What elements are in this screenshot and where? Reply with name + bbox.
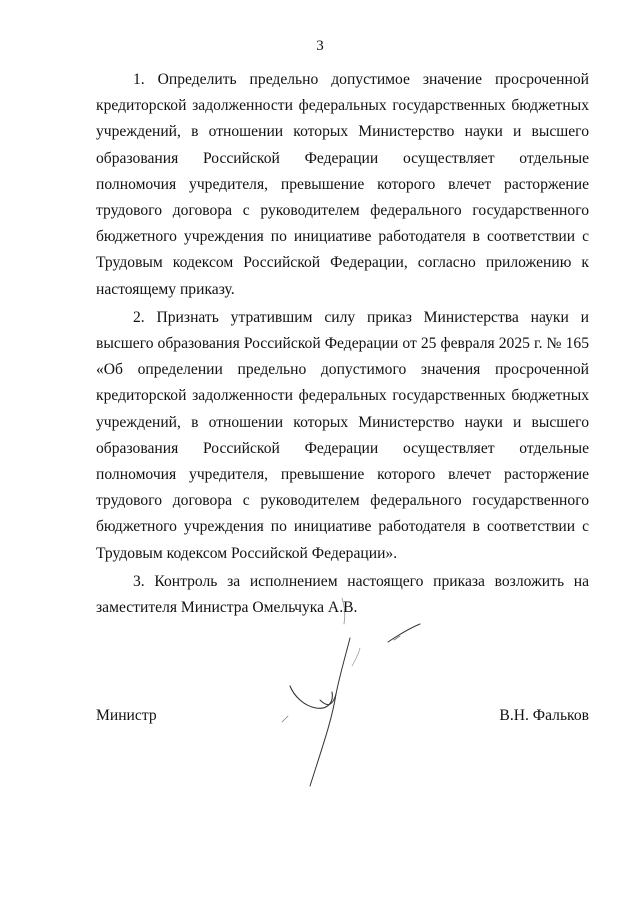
paragraph-1: 1. Определить предельно допустимое значение просроченной кредиторской задолженности федеральных государственных бюджетных учреждений, в отношении которых Министерство науки и высшего образования Российской Федерации осуществляет отдельные полномочия учредителя, превышение которого влечет расторжение трудового договора с руководителем федерального государственного бюджетного учреждения по инициативе работодателя в соответствии с Трудовым кодексом Российской Федерации, согласно приложению к настоящему приказу. <box>96 71 589 298</box>
signatory-title: Министр <box>96 707 157 724</box>
page-number: 3 <box>316 38 324 54</box>
document-body <box>96 67 589 623</box>
handwritten-signature <box>270 590 440 800</box>
signatory-name: В.Н. Фальков <box>499 707 589 724</box>
paragraph-2: 2. Признать утратившим силу приказ Министерства науки и высшего образования Российской Федерации от 25 февраля 2025 г. № 165 «Об определении предельно допустимого значения просроченной кредиторской задолженности федеральных государственных бюджетных учреждений, в отношении которых Министерство науки и высшего образования Российской Федерации осуществляет отдельные полномочия учредителя, превышение которого влечет расторжение трудового договора с руководителем федерального государственного бюджетного учреждения по инициативе работодателя в соответствии с Трудовым кодексом Российской Федерации». <box>96 308 589 562</box>
paragraph-3: 3. Контроль за исполнением настоящего приказа возложить на заместителя Министра Омельчука А.В. <box>96 572 589 617</box>
